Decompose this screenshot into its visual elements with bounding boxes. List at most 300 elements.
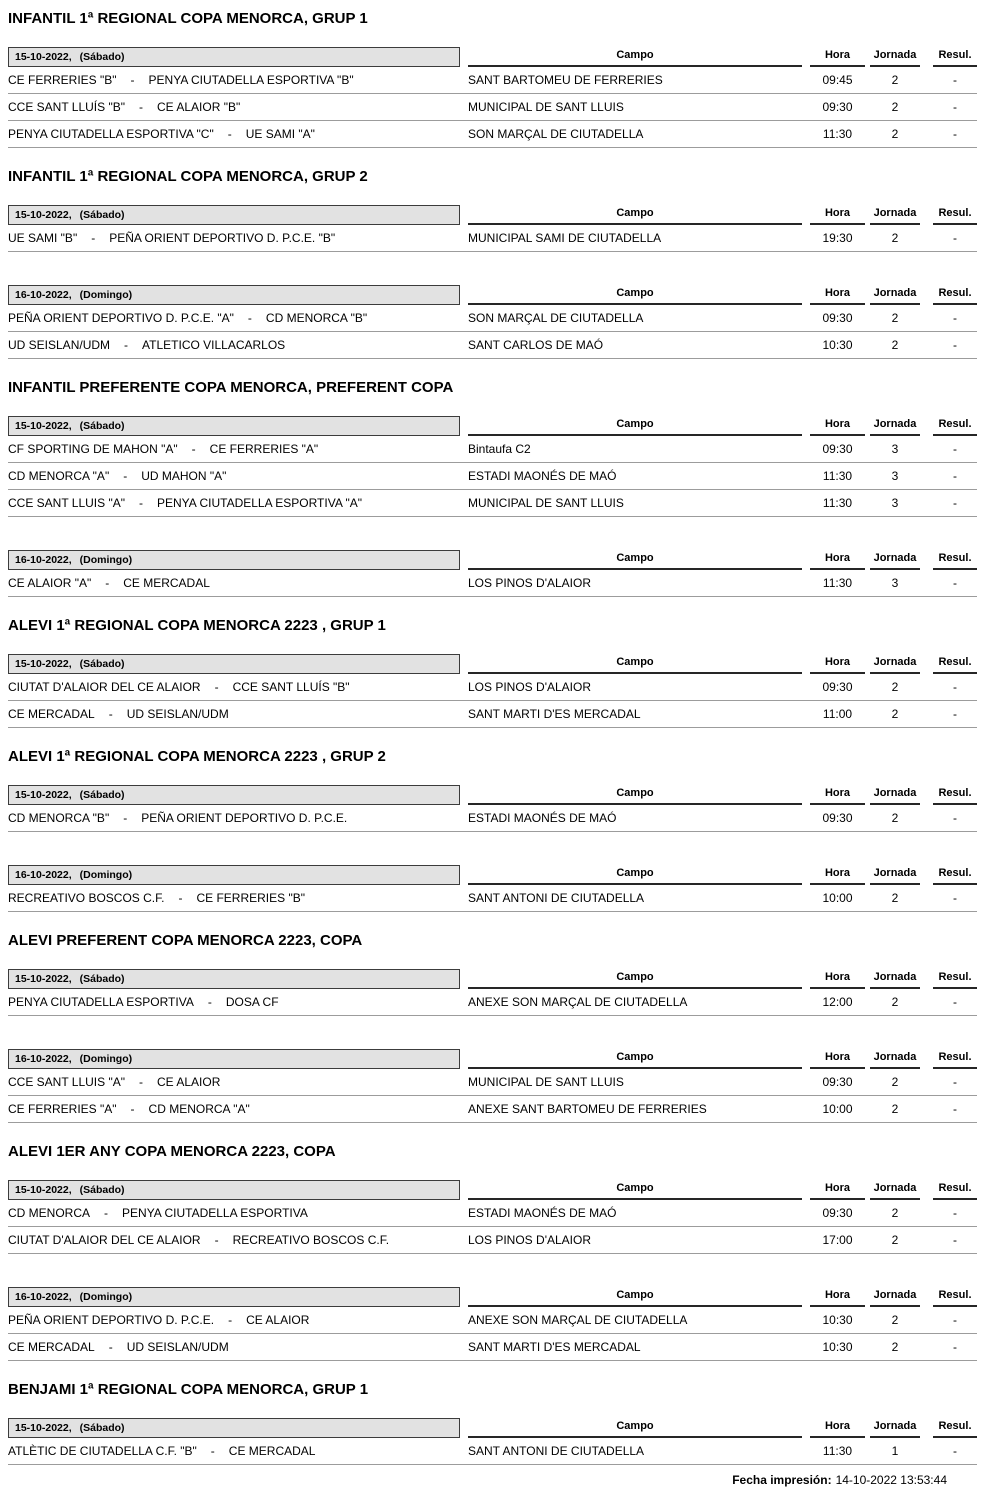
column-header-resul: Resul. (933, 49, 977, 67)
column-header-hora: Hora (810, 971, 865, 989)
home-team: CE ALAIOR "A" (8, 576, 92, 590)
resul-cell: - (953, 311, 957, 325)
home-team: PENYA CIUTADELLA ESPORTIVA "C" (8, 127, 214, 141)
match-separator: - (227, 127, 232, 141)
home-team: PEÑA ORIENT DEPORTIVO D. P.C.E. (8, 1313, 215, 1327)
match-separator: - (214, 1233, 219, 1247)
hora-cell: 09:30 (822, 442, 853, 456)
match-cell (8, 1075, 460, 1089)
jornada-cell: 3 (891, 496, 899, 510)
hora-cell: 09:30 (822, 1075, 853, 1089)
fixture-row (8, 1069, 977, 1096)
date-label: 16-10-2022, (15, 554, 72, 566)
hora-cell: 09:30 (822, 311, 853, 325)
column-header-jornada: Jornada (870, 971, 920, 989)
column-header-jornada: Jornada (870, 552, 920, 570)
column-header-campo: Campo (468, 971, 802, 989)
resul-cell: - (953, 1102, 957, 1116)
column-header-resul: Resul. (933, 656, 977, 674)
campo-cell: SANT MARTI D'ES MERCADAL (468, 1340, 641, 1354)
resul-cell: - (953, 100, 957, 114)
match-separator: - (210, 1444, 215, 1458)
jornada-cell: 2 (891, 73, 899, 87)
competition-tables (8, 969, 977, 1123)
fixture-table (8, 416, 977, 517)
competition-tables (8, 785, 977, 912)
campo-cell: ESTADI MAONÉS DE MAÓ (468, 1206, 617, 1220)
match-cell (8, 1233, 460, 1247)
column-header-jornada: Jornada (870, 207, 920, 225)
competition-title: INFANTIL PREFERENTE COPA MENORCA, PREFERENT COPA (8, 379, 454, 396)
column-header-campo: Campo (468, 867, 802, 885)
resul-cell: - (953, 338, 957, 352)
home-team: CD MENORCA "A" (8, 469, 110, 483)
match-separator: - (91, 231, 96, 245)
column-header-campo: Campo (468, 787, 802, 805)
fixture-table-header (8, 285, 977, 305)
home-team: CF SPORTING DE MAHON "A" (8, 442, 178, 456)
day-label: (Domingo) (79, 869, 133, 881)
match-cell (8, 442, 460, 456)
match-separator: - (104, 1206, 109, 1220)
home-team: CE FERRERIES "B" (8, 73, 117, 87)
campo-cell: ANEXE SON MARÇAL DE CIUTADELLA (468, 1313, 688, 1327)
column-header-jornada: Jornada (870, 418, 920, 436)
fixture-rows (8, 885, 977, 912)
away-team: PEÑA ORIENT DEPORTIVO D. P.C.E. (141, 811, 348, 825)
fixture-row (8, 332, 977, 359)
match-cell (8, 1444, 460, 1458)
home-team: RECREATIVO BOSCOS C.F. (8, 891, 165, 905)
away-team: CE MERCADAL (123, 576, 210, 590)
resul-cell: - (953, 1313, 957, 1327)
day-label: (Sábado) (79, 658, 125, 670)
fixture-row (8, 436, 977, 463)
away-team: UD SEISLAN/UDM (126, 707, 229, 721)
column-header-hora: Hora (810, 1289, 865, 1307)
fixture-row (8, 463, 977, 490)
away-team: CD MENORCA "A" (148, 1102, 250, 1116)
fixture-table (8, 285, 977, 359)
fixture-row (8, 674, 977, 701)
fixture-table-header (8, 1049, 977, 1069)
resul-cell: - (953, 496, 957, 510)
jornada-cell: 2 (891, 1206, 899, 1220)
fixture-table-header (8, 1180, 977, 1200)
hora-cell: 11:30 (822, 127, 853, 141)
column-header-resul: Resul. (933, 1182, 977, 1200)
resul-cell: - (953, 469, 957, 483)
column-header-jornada: Jornada (870, 287, 920, 305)
resul-cell: - (953, 73, 957, 87)
jornada-cell: 1 (891, 1444, 899, 1458)
resul-cell: - (953, 231, 957, 245)
competition-section (8, 748, 977, 912)
fixture-table (8, 47, 977, 148)
date-label: 16-10-2022, (15, 289, 72, 301)
sections-list (8, 10, 977, 1465)
match-cell (8, 707, 460, 721)
day-label: (Sábado) (79, 973, 125, 985)
away-team: CD MENORCA "B" (265, 311, 368, 325)
fixture-table-header (8, 1418, 977, 1438)
column-header-jornada: Jornada (870, 1051, 920, 1069)
hora-cell: 09:30 (822, 680, 853, 694)
fixture-table-header (8, 47, 977, 67)
match-cell (8, 469, 460, 483)
campo-cell: LOS PINOS D'ALAIOR (468, 576, 591, 590)
competition-section (8, 168, 977, 359)
home-team: CCE SANT LLUIS "A" (8, 1075, 125, 1089)
column-header-resul: Resul. (933, 287, 977, 305)
column-header-hora: Hora (810, 1182, 865, 1200)
competition-tables (8, 1180, 977, 1361)
campo-cell: SON MARÇAL DE CIUTADELLA (468, 127, 644, 141)
column-header-jornada: Jornada (870, 656, 920, 674)
home-team: UD SEISLAN/UDM (8, 338, 111, 352)
date-label: 15-10-2022, (15, 973, 72, 985)
fixture-rows (8, 1200, 977, 1254)
away-team: UD MAHON "A" (141, 469, 227, 483)
away-team: PENYA CIUTADELLA ESPORTIVA (122, 1206, 308, 1220)
fixture-table (8, 205, 977, 252)
jornada-cell: 2 (891, 1233, 899, 1247)
campo-cell: ESTADI MAONÉS DE MAÓ (468, 811, 617, 825)
date-label: 16-10-2022, (15, 869, 72, 881)
away-team: DOSA CF (225, 995, 279, 1009)
date-label: 15-10-2022, (15, 658, 72, 670)
column-header-hora: Hora (810, 287, 865, 305)
match-cell (8, 231, 460, 245)
resul-cell: - (953, 680, 957, 694)
competition-title: ALEVI PREFERENT COPA MENORCA 2223, COPA (8, 932, 363, 949)
fixture-table-header (8, 654, 977, 674)
match-separator: - (105, 576, 110, 590)
match-separator: - (130, 1102, 135, 1116)
column-header-resul: Resul. (933, 552, 977, 570)
home-team: CCE SANT LLUÍS "B" (8, 100, 125, 114)
hora-cell: 17:00 (822, 1233, 853, 1247)
column-header-campo: Campo (468, 656, 802, 674)
home-team: CIUTAT D'ALAIOR DEL CE ALAIOR (8, 1233, 201, 1247)
fixture-row (8, 1334, 977, 1361)
jornada-cell: 2 (891, 995, 899, 1009)
date-label: 15-10-2022, (15, 209, 72, 221)
hora-cell: 10:00 (822, 1102, 853, 1116)
resul-cell: - (953, 811, 957, 825)
fixture-rows (8, 305, 977, 359)
fixture-rows (8, 570, 977, 597)
jornada-cell: 2 (891, 811, 899, 825)
match-cell (8, 995, 460, 1009)
fixture-row (8, 67, 977, 94)
match-cell (8, 891, 460, 905)
match-separator: - (207, 995, 212, 1009)
campo-cell: ANEXE SON MARÇAL DE CIUTADELLA (468, 995, 688, 1009)
column-header-jornada: Jornada (870, 787, 920, 805)
home-team: CE FERRERIES "A" (8, 1102, 117, 1116)
jornada-cell: 2 (891, 680, 899, 694)
away-team: PENYA CIUTADELLA ESPORTIVA "A" (157, 496, 363, 510)
column-header-hora: Hora (810, 207, 865, 225)
match-separator: - (108, 1340, 113, 1354)
date-label: 16-10-2022, (15, 1053, 72, 1065)
fixture-table (8, 1287, 977, 1361)
column-header-resul: Resul. (933, 1420, 977, 1438)
column-header-jornada: Jornada (870, 1289, 920, 1307)
away-team: CE ALAIOR "B" (157, 100, 241, 114)
jornada-cell: 2 (891, 311, 899, 325)
match-separator: - (108, 707, 113, 721)
day-label: (Sábado) (79, 51, 125, 63)
match-separator: - (139, 100, 143, 114)
resul-cell: - (953, 1444, 957, 1458)
campo-cell: SON MARÇAL DE CIUTADELLA (468, 311, 644, 325)
fixture-rows (8, 67, 977, 148)
print-date-label: Fecha impresión: (732, 1473, 832, 1487)
date-header-box (8, 47, 460, 67)
match-cell (8, 1206, 460, 1220)
column-header-resul: Resul. (933, 207, 977, 225)
fixture-table (8, 654, 977, 728)
jornada-cell: 2 (891, 1313, 899, 1327)
column-header-hora: Hora (810, 418, 865, 436)
resul-cell: - (953, 1233, 957, 1247)
jornada-cell: 2 (891, 1075, 899, 1089)
resul-cell: - (953, 1075, 957, 1089)
match-cell (8, 1340, 460, 1354)
away-team: PEÑA ORIENT DEPORTIVO D. P.C.E. "B" (109, 231, 336, 245)
campo-cell: SANT CARLOS DE MAÓ (468, 338, 604, 352)
resul-cell: - (953, 891, 957, 905)
competition-section (8, 1143, 977, 1361)
match-separator: - (123, 811, 128, 825)
fixture-rows (8, 225, 977, 252)
competition-section (8, 1381, 977, 1465)
jornada-cell: 2 (891, 891, 899, 905)
match-separator: - (247, 311, 252, 325)
home-team: ATLÈTIC DE CIUTADELLA C.F. "B" (8, 1444, 197, 1458)
date-label: 15-10-2022, (15, 1184, 72, 1196)
hora-cell: 09:45 (822, 73, 853, 87)
resul-cell: - (953, 442, 957, 456)
hora-cell: 12:00 (822, 995, 853, 1009)
fixture-row (8, 225, 977, 252)
column-header-hora: Hora (810, 1051, 865, 1069)
day-label: (Domingo) (79, 289, 133, 301)
competition-section (8, 10, 977, 148)
match-cell (8, 1102, 460, 1116)
day-label: (Domingo) (79, 1291, 133, 1303)
day-label: (Domingo) (79, 1053, 133, 1065)
fixture-rows (8, 1307, 977, 1361)
date-header-box (8, 1049, 460, 1069)
competition-title: INFANTIL 1ª REGIONAL COPA MENORCA, GRUP 1 (8, 10, 368, 27)
date-header-box (8, 205, 460, 225)
match-separator: - (124, 338, 129, 352)
fixture-row (8, 121, 977, 148)
day-label: (Sábado) (79, 789, 125, 801)
match-cell (8, 311, 460, 325)
date-label: 15-10-2022, (15, 420, 72, 432)
day-label: (Domingo) (79, 554, 133, 566)
away-team: CCE SANT LLUÍS "B" (232, 680, 350, 694)
away-team: CE FERRERIES "B" (196, 891, 306, 905)
date-label: 15-10-2022, (15, 1422, 72, 1434)
hora-cell: 11:30 (822, 496, 853, 510)
hora-cell: 11:30 (822, 576, 853, 590)
fixture-rows (8, 989, 977, 1016)
print-date-value: 14-10-2022 13:53:44 (835, 1473, 947, 1487)
fixture-table-header (8, 205, 977, 225)
away-team: UD SEISLAN/UDM (126, 1340, 229, 1354)
column-header-hora: Hora (810, 787, 865, 805)
jornada-cell: 2 (891, 231, 899, 245)
match-separator: - (139, 496, 143, 510)
campo-cell: ANEXE SANT BARTOMEU DE FERRERIES (468, 1102, 707, 1116)
column-header-campo: Campo (468, 1182, 802, 1200)
jornada-cell: 2 (891, 1102, 899, 1116)
match-cell (8, 496, 460, 510)
fixture-table-header (8, 969, 977, 989)
date-header-box (8, 416, 460, 436)
jornada-cell: 3 (891, 442, 899, 456)
competition-title: ALEVI 1ER ANY COPA MENORCA 2223, COPA (8, 1143, 336, 1160)
day-label: (Sábado) (79, 420, 125, 432)
column-header-campo: Campo (468, 49, 802, 67)
fixture-row (8, 94, 977, 121)
fixture-table-header (8, 785, 977, 805)
fixture-rows (8, 805, 977, 832)
column-header-hora: Hora (810, 656, 865, 674)
date-header-box (8, 1180, 460, 1200)
hora-cell: 11:00 (822, 707, 853, 721)
fixture-row (8, 570, 977, 597)
match-separator: - (178, 891, 183, 905)
date-header-box (8, 285, 460, 305)
campo-cell: Bintaufa C2 (468, 442, 531, 456)
column-header-jornada: Jornada (870, 867, 920, 885)
hora-cell: 10:30 (822, 1340, 853, 1354)
fixture-table (8, 785, 977, 832)
column-header-campo: Campo (468, 1289, 802, 1307)
hora-cell: 10:30 (822, 1313, 853, 1327)
jornada-cell: 2 (891, 707, 899, 721)
resul-cell: - (953, 576, 957, 590)
jornada-cell: 2 (891, 127, 899, 141)
column-header-hora: Hora (810, 552, 865, 570)
hora-cell: 11:30 (822, 1444, 853, 1458)
fixture-row (8, 490, 977, 517)
fixture-table-header (8, 865, 977, 885)
away-team: CE FERRERIES "A" (209, 442, 319, 456)
hora-cell: 11:30 (822, 469, 853, 483)
away-team: CE ALAIOR (246, 1313, 310, 1327)
fixture-row (8, 989, 977, 1016)
campo-cell: SANT BARTOMEU DE FERRERIES (468, 73, 663, 87)
resul-cell: - (953, 1340, 957, 1354)
competition-title: ALEVI 1ª REGIONAL COPA MENORCA 2223 , GRUP 1 (8, 617, 386, 634)
match-separator: - (123, 469, 128, 483)
match-cell (8, 338, 460, 352)
column-header-campo: Campo (468, 207, 802, 225)
away-team: CE MERCADAL (228, 1444, 316, 1458)
fixture-row (8, 1438, 977, 1465)
jornada-cell: 2 (891, 338, 899, 352)
away-team: PENYA CIUTADELLA ESPORTIVA "B" (148, 73, 354, 87)
campo-cell: LOS PINOS D'ALAIOR (468, 1233, 591, 1247)
fixture-rows (8, 1438, 977, 1465)
date-label: 15-10-2022, (15, 51, 72, 63)
away-team: UE SAMI "A" (245, 127, 315, 141)
jornada-cell: 3 (891, 576, 899, 590)
date-header-box (8, 550, 460, 570)
fixture-table (8, 865, 977, 912)
resul-cell: - (953, 995, 957, 1009)
column-header-campo: Campo (468, 1051, 802, 1069)
home-team: CE MERCADAL (8, 1340, 95, 1354)
column-header-hora: Hora (810, 1420, 865, 1438)
fixture-table (8, 969, 977, 1016)
competition-tables (8, 205, 977, 359)
fixture-rows (8, 1069, 977, 1123)
campo-cell: MUNICIPAL SAMI DE CIUTADELLA (468, 231, 662, 245)
date-header-box (8, 654, 460, 674)
fixture-row (8, 1096, 977, 1123)
resul-cell: - (953, 127, 957, 141)
fixtures-document (8, 10, 977, 1499)
campo-cell: MUNICIPAL DE SANT LLUIS (468, 100, 624, 114)
fixture-row (8, 1307, 977, 1334)
away-team: CE ALAIOR (157, 1075, 221, 1089)
competition-section (8, 379, 977, 597)
home-team: CD MENORCA "B" (8, 811, 110, 825)
fixture-table (8, 550, 977, 597)
column-header-campo: Campo (468, 552, 802, 570)
campo-cell: SANT ANTONI DE CIUTADELLA (468, 891, 645, 905)
column-header-resul: Resul. (933, 867, 977, 885)
competition-section (8, 932, 977, 1123)
match-cell (8, 100, 460, 114)
home-team: CD MENORCA (8, 1206, 91, 1220)
fixture-table (8, 1049, 977, 1123)
competition-title: INFANTIL 1ª REGIONAL COPA MENORCA, GRUP 2 (8, 168, 368, 185)
competition-title: BENJAMI 1ª REGIONAL COPA MENORCA, GRUP 1 (8, 1381, 369, 1398)
hora-cell: 09:30 (822, 811, 853, 825)
competition-tables (8, 654, 977, 728)
fixture-row (8, 1200, 977, 1227)
jornada-cell: 2 (891, 100, 899, 114)
column-header-resul: Resul. (933, 971, 977, 989)
day-label: (Sábado) (79, 1422, 125, 1434)
fixture-table-header (8, 416, 977, 436)
campo-cell: SANT ANTONI DE CIUTADELLA (468, 1444, 645, 1458)
fixture-row (8, 1227, 977, 1254)
column-header-hora: Hora (810, 867, 865, 885)
away-team: ATLETICO VILLACARLOS (142, 338, 286, 352)
date-header-box (8, 785, 460, 805)
jornada-cell: 3 (891, 469, 899, 483)
date-label: 15-10-2022, (15, 789, 72, 801)
fixture-table-header (8, 550, 977, 570)
home-team: CIUTAT D'ALAIOR DEL CE ALAIOR (8, 680, 201, 694)
fixture-rows (8, 436, 977, 517)
date-header-box (8, 1418, 460, 1438)
column-header-hora: Hora (810, 49, 865, 67)
match-cell (8, 680, 460, 694)
home-team: PEÑA ORIENT DEPORTIVO D. P.C.E. "A" (8, 311, 234, 325)
match-separator: - (191, 442, 196, 456)
